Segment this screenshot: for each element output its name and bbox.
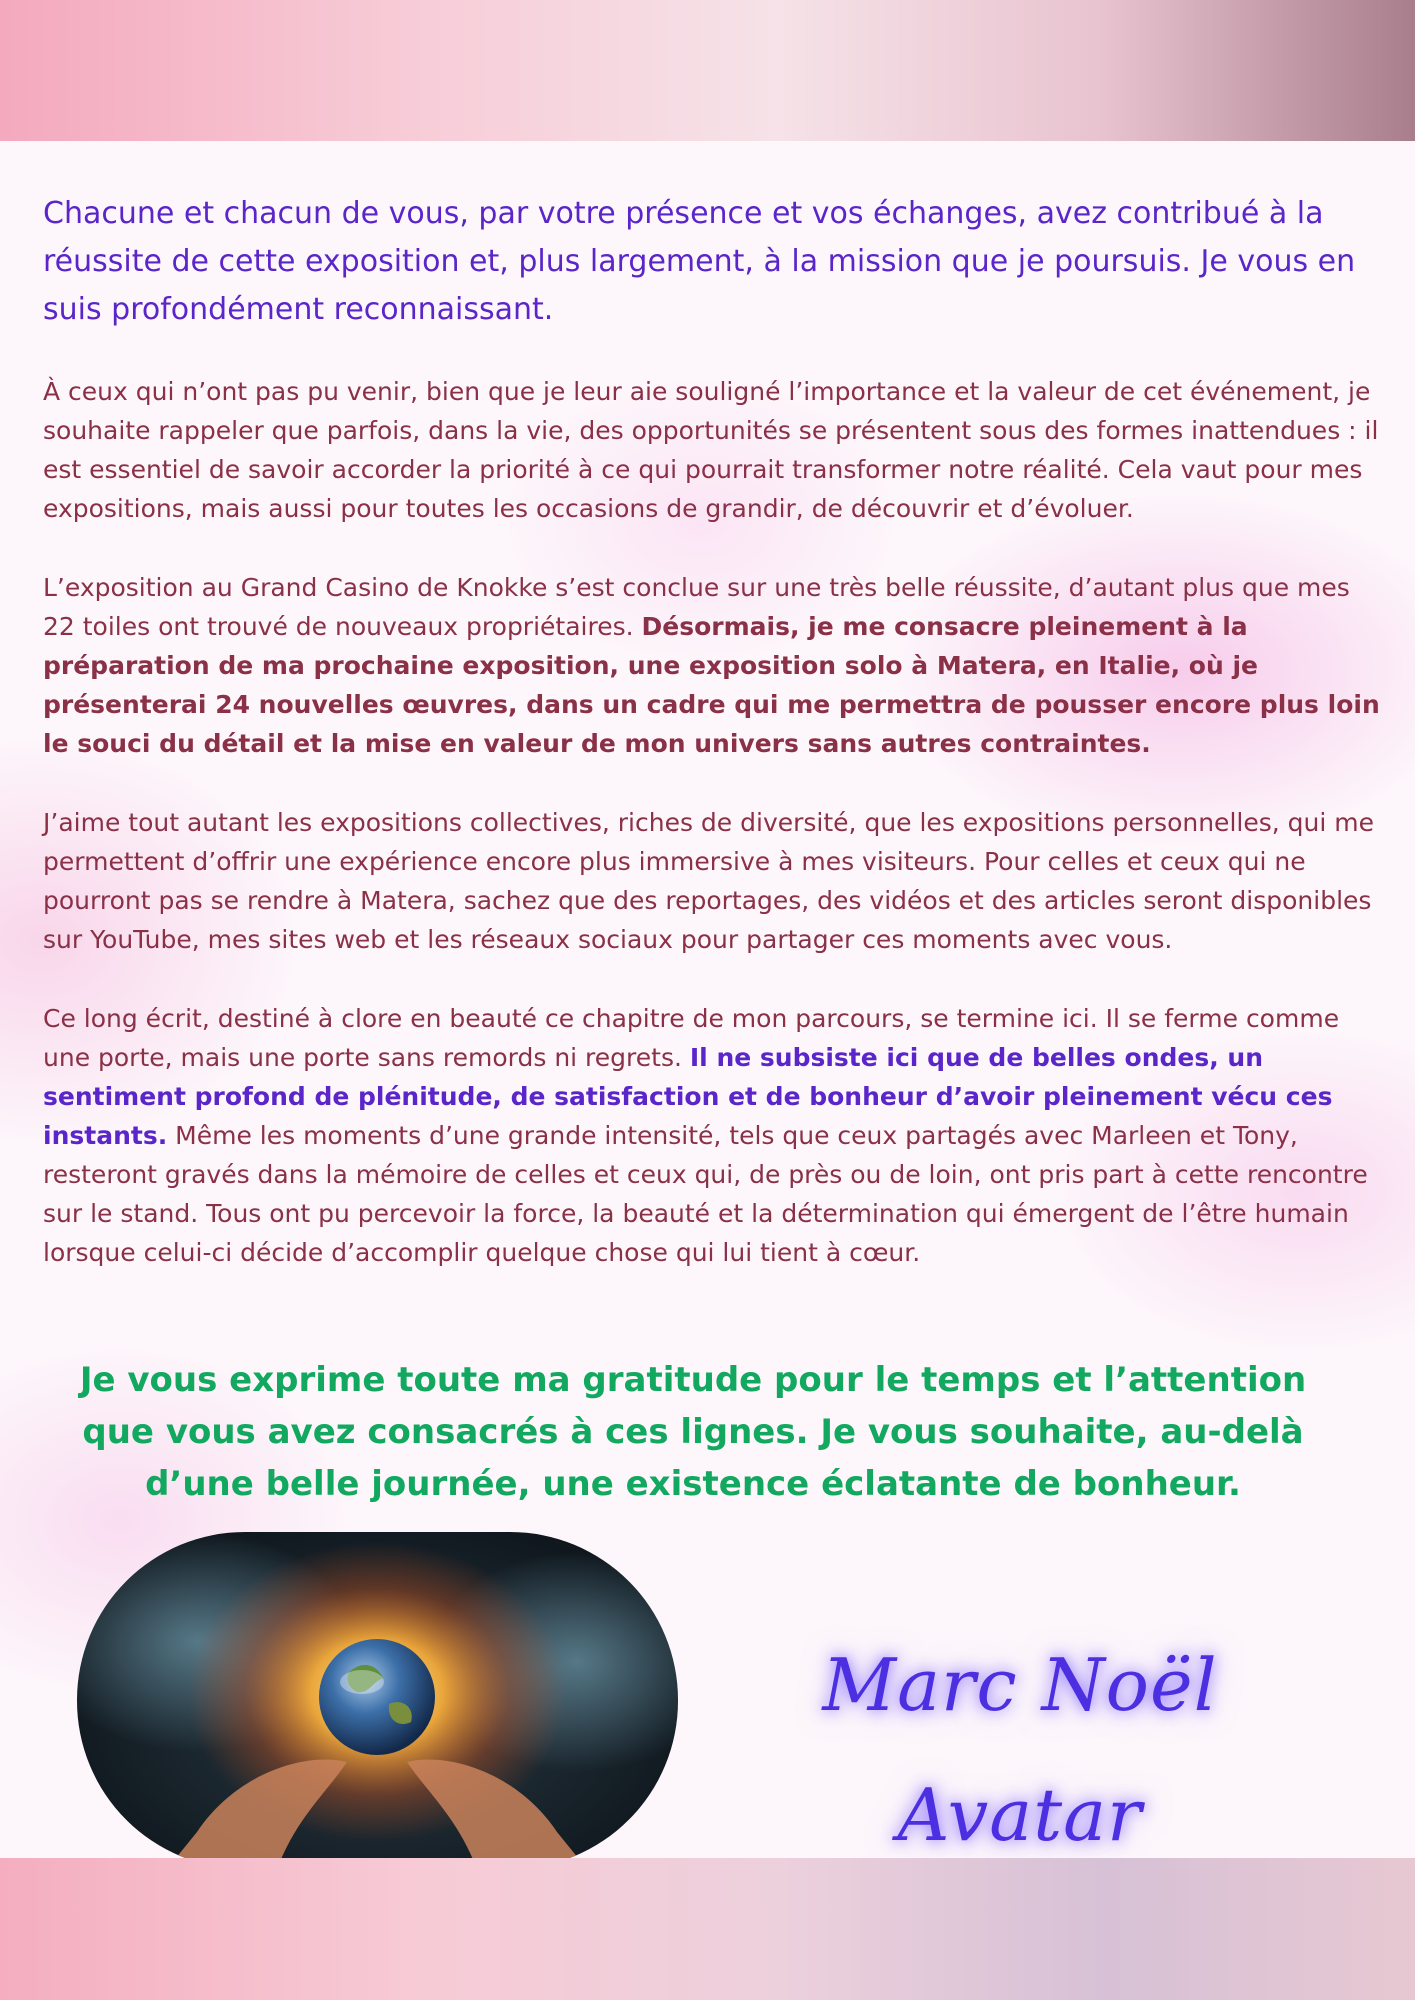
bottom-decorative-band [0, 1858, 1415, 2000]
intro-paragraph: Chacune et chacun de vous, par votre présence et vos échanges, avez contribué à la réussite de cette exposition et, plus largement, à la mission que je poursuis. Je vous en suis profondément reconnaissant. [43, 196, 1356, 327]
paragraph-matera-announcement: Désormais, je me consacre pleinement à la préparation de ma prochaine exposition, une exposition solo à Matera, en Italie, où je présenterai 24 nouvelles œuvres, dans un cadre qui me permettra de pousser encore plus loin le souci du détail et la mise en valeur de mon univers sans autres contraintes. [43, 612, 1380, 758]
paragraph-absent-visitors: À ceux qui n’ont pas pu venir, bien que je leur aie souligné l’importance et la valeur de cet événement, je souhaite rappeler que parfois, dans la vie, des opportunités se présentent sous des formes inattendues : il est essentiel de savoir accorder la priorité à ce qui pourrait transformer notre réalité. Cela vaut pour mes expositions, mais aussi pour toutes les occasions de grandir, de découvrir et d’évoluer. [43, 377, 1379, 523]
top-decorative-band [0, 0, 1415, 141]
paragraph-conclusion-highlight: Il ne subsiste ici que de belles ondes, un sentiment profond de plénitude, de satisfaction et de bonheur d’avoir pleinement vécu ces instants. [43, 1043, 1333, 1150]
earth-in-hands-image [77, 1532, 678, 1869]
paragraph-conclusion-tail: Même les moments d’une grande intensité, tels que ceux partagés avec Marleen et Tony, resteront gravés dans la mémoire de celles et ceux qui, de près ou de loin, ont pris part à cette rencontre sur le stand. Tous ont pu percevoir la force, la beauté et la détermination qui émergent de l’être humain lorsque celui-ci décide d’accomplir quelque chose qui lui tient à cœur. [43, 1121, 1368, 1267]
paragraph-conclusion [43, 999, 1383, 1272]
earth-in-hands-illustration [77, 1532, 678, 1869]
paragraph-knokke-exhibition [43, 568, 1383, 763]
closing-gratitude: Je vous exprime toute ma gratitude pour le temps et l’attention que vous avez consacrés à ces lignes. Je vous souhaite, au-delà d’une belle journée, une existence éclatante de bonheur. [79, 1360, 1307, 1504]
paragraph-conclusion-lead: Ce long écrit, destiné à clore en beauté ce chapitre de mon parcours, se termine ici. Il se ferme comme une porte, mais une porte sans remords ni regrets. [43, 1004, 1340, 1072]
signature: Marc Noël Avatar [822, 1643, 1218, 1857]
paragraph-exhibitions: J’aime tout autant les expositions collectives, riches de diversité, que les expositions personnelles, qui me permettent d’offrir une expérience encore plus immersive à mes visiteurs. Pour celles et ceux qui ne pourront pas se rendre à Matera, sachez que des reportages, des vidéos et des articles seront disponibles sur YouTube, mes sites web et les réseaux sociaux pour partager ces moments avec vous. [43, 808, 1374, 954]
paragraph-knokke-lead: L’exposition au Grand Casino de Knokke s’est conclue sur une très belle réussite, d’autant plus que mes 22 toiles ont trouvé de nouveaux propriétaires. [43, 573, 1350, 641]
letter-body [43, 190, 1383, 1312]
